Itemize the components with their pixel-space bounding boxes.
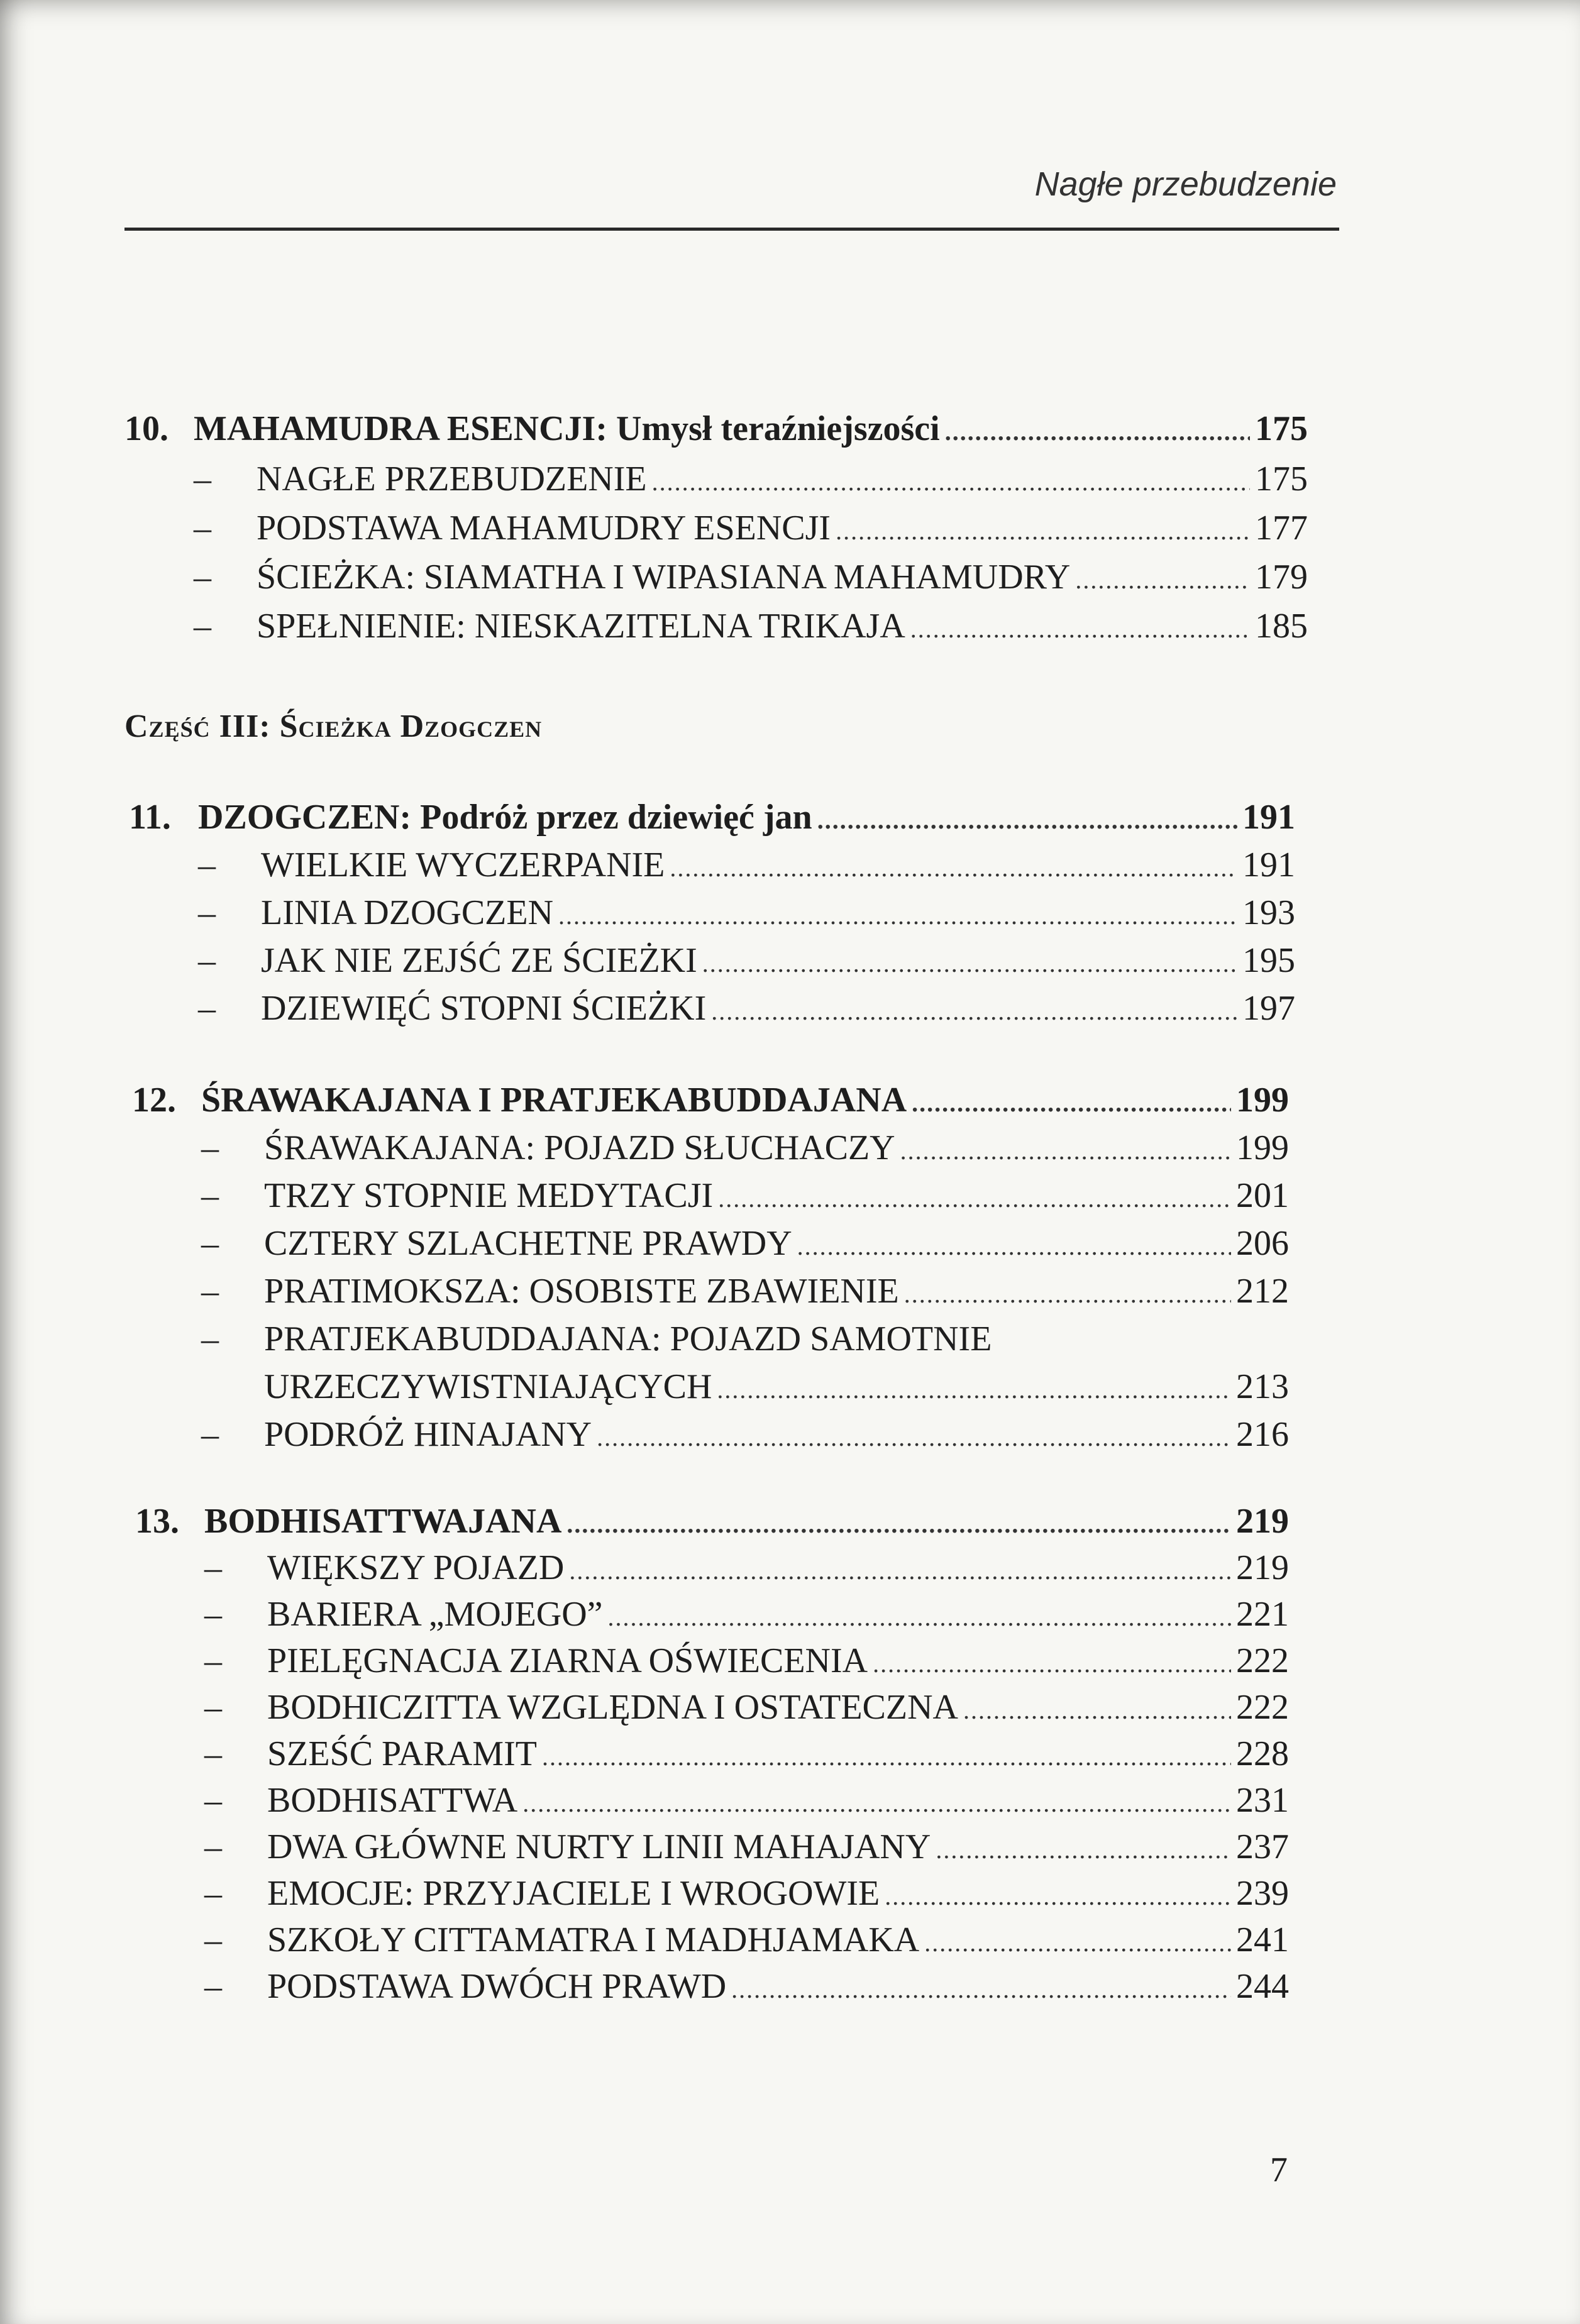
entry-title-line-1: PRATJEKABUDDAJANA: POJAZD SAMOTNIE (264, 1319, 992, 1358)
entry-title: PODSTAWA DWÓCH PRAWD (267, 1967, 727, 2006)
entry-dash: – (204, 1641, 222, 1680)
chapter-title: ŚRAWAKAJANA I PRATJEKABUDDAJANA (201, 1081, 907, 1120)
entry-title: SZKOŁY CITTAMATRA I MADHJAMAKA (267, 1920, 920, 1959)
entry-dash: – (204, 1734, 222, 1773)
leader-dots (702, 949, 1237, 978)
page-number: 206 (1236, 1224, 1289, 1263)
toc-entry (194, 459, 1308, 503)
toc-entry (201, 1128, 1289, 1172)
toc-chapter-13 (135, 1501, 1289, 1545)
toc-entry-wrapped (201, 1319, 1289, 1363)
leader-dots (797, 1231, 1231, 1261)
entry-title: ŚCIEŻKA: SIAMATHA I WIPASIANA MAHAMUDRY (257, 558, 1071, 597)
leader-dots (1075, 565, 1250, 595)
entry-title: TRZY STOPNIE MEDYTACJI (264, 1176, 714, 1215)
toc-entry (204, 1641, 1289, 1685)
leader-dots (542, 1742, 1231, 1771)
leader-dots (731, 1974, 1231, 2004)
entry-dash: – (201, 1319, 219, 1358)
toc-entry (204, 1827, 1289, 1871)
entry-title: LINIA DZOGCZEN (261, 893, 554, 932)
toc-entry (198, 940, 1295, 984)
entry-title: SZEŚĆ PARAMIT (267, 1734, 537, 1773)
toc-entry (198, 893, 1295, 937)
running-header: Nagłe przebudzenie (1034, 165, 1337, 203)
leader-dots (670, 853, 1237, 883)
page-number: 175 (1255, 460, 1308, 498)
entry-title: SPEŁNIENIE: NIESKAZITELNA TRIKAJA (257, 607, 905, 646)
leader-dots (885, 1881, 1231, 1911)
page-number: 197 (1242, 989, 1295, 1028)
entry-title: EMOCJE: PRZYJACIELE I WROGOWIE (267, 1874, 880, 1913)
entry-dash: – (204, 1920, 222, 1959)
toc-entry (204, 1734, 1289, 1778)
chapter-number: 10. (124, 409, 168, 448)
entry-dash: – (204, 1688, 222, 1727)
page-number: 179 (1255, 558, 1308, 597)
leader-dots (608, 1602, 1231, 1632)
page-number: 175 (1255, 409, 1308, 448)
page-number: 222 (1236, 1641, 1289, 1680)
page-number: 237 (1236, 1827, 1289, 1866)
entry-title: PODRÓŻ HINAJANY (264, 1415, 592, 1454)
entry-dash: – (198, 893, 216, 932)
chapter-number: 11. (129, 798, 171, 837)
chapter-title: MAHAMUDRA ESENCJI: Umysł teraźniejszości (194, 409, 940, 448)
entry-dash: – (194, 558, 211, 597)
page-number: 231 (1236, 1781, 1289, 1820)
leader-dots (652, 467, 1250, 497)
entry-title: DZIEWIĘĆ STOPNI ŚCIEŻKI (261, 989, 707, 1028)
toc-entry (194, 606, 1308, 650)
page-number: 199 (1236, 1128, 1289, 1167)
entry-title: WIELKIE WYCZERPANIE (261, 845, 665, 884)
toc-entry (198, 845, 1295, 889)
leader-dots (558, 901, 1237, 930)
page-number: 191 (1242, 798, 1295, 837)
leader-dots (522, 1788, 1231, 1818)
entry-title: BODHICZITTA WZGLĘDNA I OSTATECZNA (267, 1688, 958, 1727)
entry-title: JAK NIE ZEJŚĆ ZE ŚCIEŻKI (261, 941, 697, 980)
entry-dash: – (198, 989, 216, 1028)
toc-chapter-12 (132, 1080, 1289, 1124)
entry-dash: – (201, 1224, 219, 1263)
page-number: 177 (1255, 509, 1308, 548)
leader-dots (900, 1136, 1231, 1165)
page-number: 201 (1236, 1176, 1289, 1215)
toc-entry (204, 1873, 1289, 1917)
entry-title: ŚRAWAKAJANA: POJAZD SŁUCHACZY (264, 1128, 895, 1167)
chapter-number: 12. (132, 1081, 176, 1120)
toc-entry-continuation (264, 1367, 1289, 1411)
toc-entry (201, 1414, 1289, 1458)
entry-title: PRATIMOKSZA: OSOBISTE ZBAWIENIE (264, 1272, 899, 1311)
toc-chapter-11 (129, 797, 1295, 841)
leader-dots (912, 1088, 1231, 1118)
toc-entry (201, 1223, 1289, 1267)
entry-dash: – (198, 845, 216, 884)
page-number: 241 (1236, 1920, 1289, 1959)
page-number: 191 (1242, 845, 1295, 884)
entry-dash: – (201, 1128, 219, 1167)
page-number: 216 (1236, 1415, 1289, 1454)
toc-entry (201, 1176, 1289, 1220)
toc-entry (201, 1271, 1289, 1315)
entry-title: BARIERA „MOJEGO” (267, 1595, 603, 1634)
toc-entry (204, 1594, 1289, 1638)
leader-dots (597, 1423, 1231, 1452)
entry-dash: – (194, 509, 211, 548)
leader-dots (569, 1556, 1231, 1585)
entry-dash: – (204, 1548, 222, 1587)
page-number: 185 (1255, 607, 1308, 646)
leader-dots (873, 1649, 1231, 1678)
entry-title: DWA GŁÓWNE NURTY LINII MAHAJANY (267, 1827, 931, 1866)
page-number: 221 (1236, 1595, 1289, 1634)
toc-entry (204, 1548, 1289, 1592)
entry-title: CZTERY SZLACHETNE PRAWDY (264, 1224, 792, 1263)
entry-title: PODSTAWA MAHAMUDRY ESENCJI (257, 509, 831, 548)
entry-title-line-2: URZECZYWISTNIAJĄCYCH (264, 1367, 712, 1406)
leader-dots (711, 996, 1237, 1026)
leader-dots (910, 614, 1250, 644)
toc-entry (198, 988, 1295, 1032)
toc-entry (204, 1966, 1289, 2010)
leader-dots (963, 1695, 1231, 1725)
entry-dash: – (204, 1874, 222, 1913)
chapter-title: BODHISATTWAJANA (204, 1502, 562, 1541)
entry-dash: – (194, 607, 211, 646)
page-number: 228 (1236, 1734, 1289, 1773)
leader-dots (718, 1184, 1231, 1213)
toc-entry (204, 1920, 1289, 1964)
toc-entry (194, 557, 1308, 601)
entry-dash: – (201, 1176, 219, 1215)
leader-dots (817, 805, 1237, 835)
leader-dots (836, 516, 1250, 546)
page-number: 195 (1242, 941, 1295, 980)
leader-dots (566, 1509, 1231, 1539)
leader-dots (924, 1928, 1231, 1958)
page-number: 193 (1242, 893, 1295, 932)
page-number: 239 (1236, 1874, 1289, 1913)
entry-title: PIELĘGNACJA ZIARNA OŚWIECENIA (267, 1641, 868, 1680)
entry-title: WIĘKSZY POJAZD (267, 1548, 565, 1587)
entry-dash: – (204, 1827, 222, 1866)
page-number: 213 (1236, 1367, 1289, 1406)
page-number: 222 (1236, 1688, 1289, 1727)
entry-dash: – (194, 460, 211, 498)
entry-dash: – (204, 1967, 222, 2006)
page-number: 219 (1236, 1502, 1289, 1541)
page-number: 212 (1236, 1272, 1289, 1311)
entry-title: NAGŁE PRZEBUDZENIE (257, 460, 647, 498)
folio-page-number: 7 (1270, 2151, 1288, 2189)
page-number: 199 (1236, 1081, 1289, 1120)
leader-dots (945, 417, 1250, 446)
toc-entry (204, 1780, 1289, 1824)
leader-dots (936, 1835, 1231, 1864)
page-number: 219 (1236, 1548, 1289, 1587)
toc-entry (194, 508, 1308, 552)
chapter-title: DZOGCZEN: Podróż przez dziewięć jan (198, 798, 812, 837)
toc-entry (204, 1687, 1289, 1731)
entry-dash: – (204, 1781, 222, 1820)
entry-dash: – (201, 1415, 219, 1454)
toc-chapter-10 (124, 409, 1308, 453)
chapter-number: 13. (135, 1502, 179, 1541)
entry-dash: – (198, 941, 216, 980)
entry-dash: – (201, 1272, 219, 1311)
entry-dash: – (204, 1595, 222, 1634)
part-heading: Część III: Ścieżka Dzogczen (124, 708, 543, 744)
entry-title: BODHISATTWA (267, 1781, 518, 1820)
leader-dots (904, 1279, 1231, 1309)
leader-dots (717, 1375, 1231, 1404)
page-number: 244 (1236, 1967, 1289, 2006)
